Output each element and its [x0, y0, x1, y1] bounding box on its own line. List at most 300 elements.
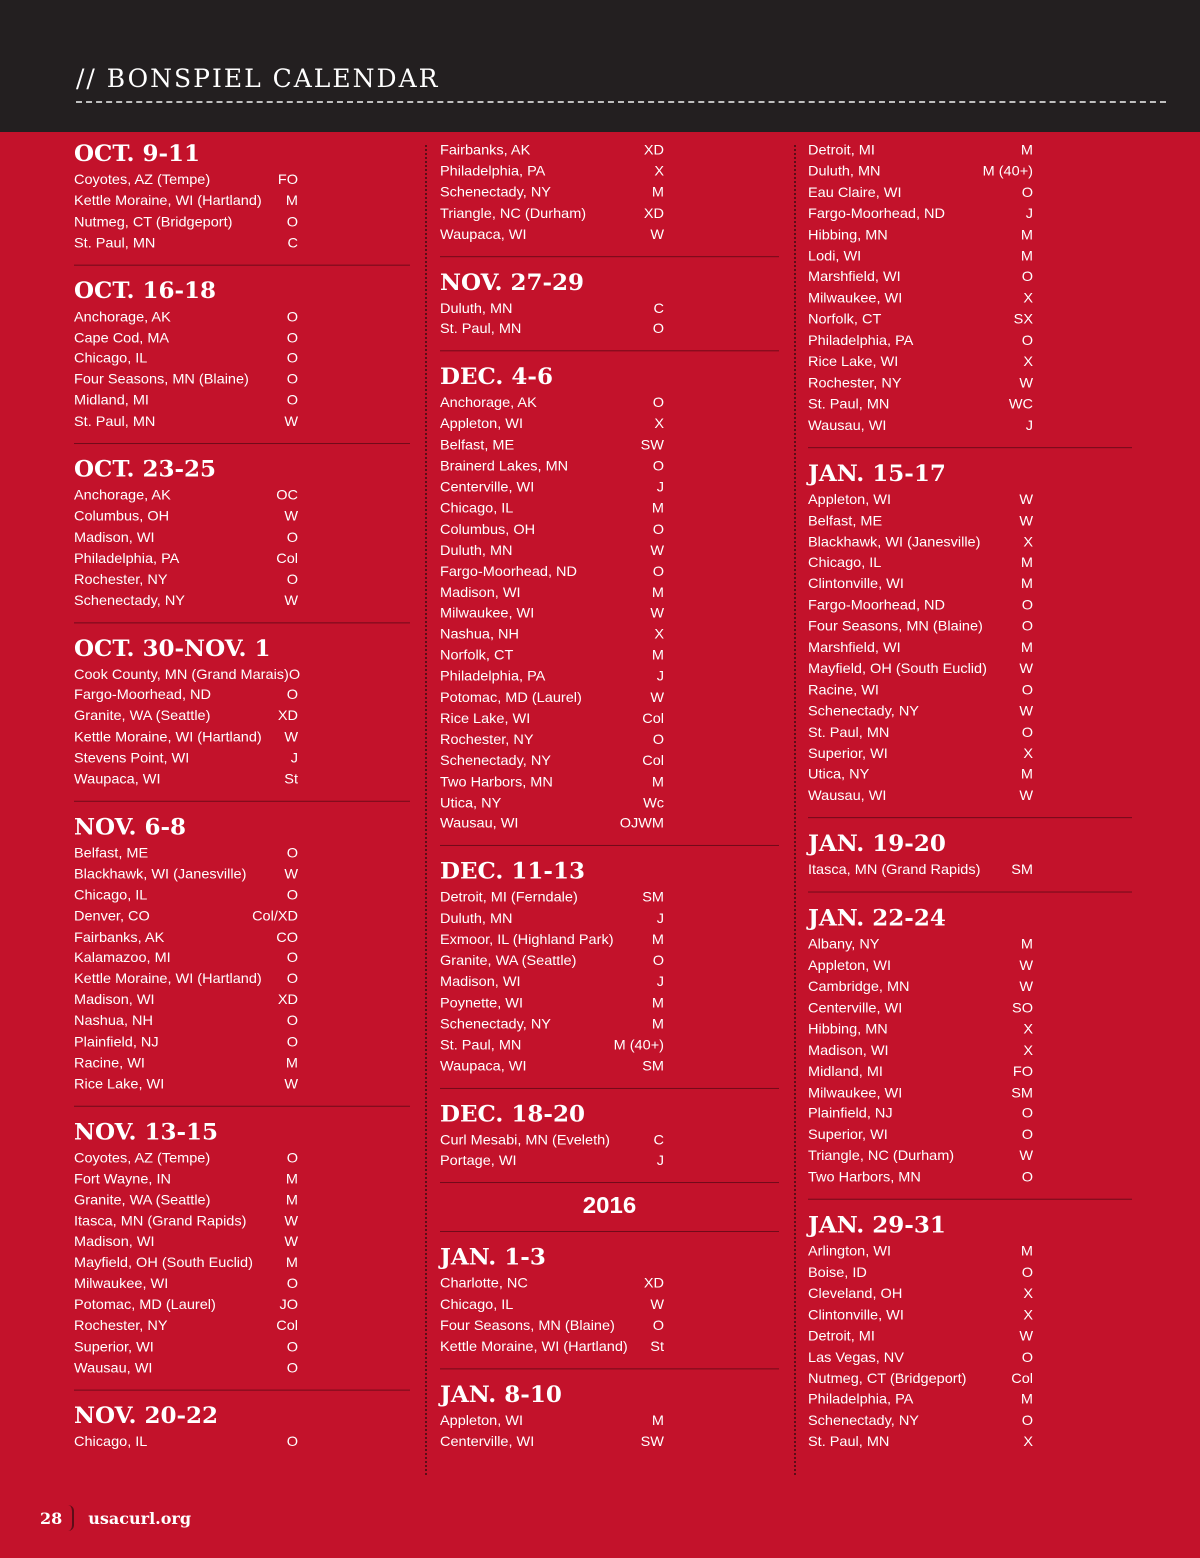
event-row: [808, 1263, 1132, 1284]
event-location: Detroit, MI: [808, 142, 875, 159]
date-section: [808, 140, 1132, 448]
event-code: J: [656, 1153, 664, 1170]
event-row: [440, 667, 779, 688]
event-row: [74, 907, 410, 928]
event-row: [74, 1338, 410, 1359]
event-code: M: [651, 1016, 664, 1033]
section-date: NOV. 6-8: [74, 814, 187, 841]
event-row: [808, 1412, 1132, 1433]
event-location: Columbus, OH: [74, 509, 170, 525]
event-code: O: [1021, 682, 1033, 699]
event-location: Lodi, WI: [808, 248, 862, 265]
event-code: X: [1023, 1286, 1033, 1302]
event-location: Two Harbors, MN: [440, 774, 553, 790]
event-location: Coyotes, AZ (Tempe): [74, 172, 211, 188]
event-row: [440, 1296, 779, 1317]
event-row: [440, 141, 779, 162]
event-code: O: [1021, 619, 1033, 635]
event-code: XD: [643, 205, 664, 222]
event-row: [808, 512, 1132, 533]
event-code: O: [286, 1339, 298, 1356]
event-row: [808, 1390, 1132, 1411]
event-location: Utica, NY: [440, 795, 502, 811]
event-location: Exmoor, IL (Highland Park): [440, 932, 614, 948]
event-location: Columbus, OH: [440, 522, 536, 538]
event-code: O: [652, 564, 664, 580]
page-footer: [40, 1504, 191, 1532]
date-section: [440, 1100, 779, 1183]
event-code: XD: [277, 992, 298, 1009]
event-row: [440, 625, 779, 646]
event-code: Col: [276, 1318, 298, 1335]
event-code: SX: [1013, 312, 1033, 328]
event-row: [440, 499, 779, 520]
event-row: [74, 171, 410, 192]
event-code: W: [650, 1297, 664, 1313]
event-code: M: [1020, 227, 1033, 243]
event-code: W: [650, 606, 664, 622]
event-row: [74, 1254, 410, 1275]
event-row: [74, 1433, 410, 1454]
event-row: [74, 1033, 410, 1054]
event-location: Itasca, MN (Grand Rapids): [74, 1213, 247, 1230]
event-location: Midland, MI: [74, 393, 149, 409]
event-code: J: [1025, 206, 1033, 222]
event-row: [74, 1191, 410, 1212]
event-row: [74, 665, 410, 686]
event-code: O: [652, 732, 664, 748]
event-code: O: [286, 530, 298, 546]
event-code: W: [1019, 513, 1033, 529]
calendar-column-1: [74, 140, 410, 1475]
event-location: Itasca, MN (Grand Rapids): [808, 862, 981, 879]
event-code: M: [285, 193, 298, 209]
event-code: O: [1021, 185, 1033, 201]
date-section: [808, 459, 1132, 818]
event-code: O: [286, 372, 298, 388]
event-code: W: [1019, 1148, 1033, 1165]
event-row: [808, 1062, 1132, 1083]
event-code: SM: [642, 890, 664, 906]
event-row: [440, 604, 779, 625]
event-code: O: [652, 953, 664, 969]
event-code: M: [1020, 555, 1033, 572]
event-code: J: [1025, 417, 1033, 434]
event-row: [440, 646, 779, 667]
event-code: M: [1020, 576, 1033, 593]
section-date: OCT. 23-25: [74, 456, 217, 483]
event-row: [74, 1170, 410, 1191]
date-section: [74, 1402, 410, 1463]
event-location: Fargo-Moorhead, ND: [74, 688, 211, 704]
event-row: [74, 528, 410, 549]
event-location: Albany, NY: [808, 937, 880, 953]
event-row: [74, 728, 410, 749]
event-code: W: [1019, 979, 1033, 995]
event-row: [440, 394, 779, 415]
event-row: [808, 1242, 1132, 1263]
event-row: [440, 889, 779, 910]
section-date: DEC. 18-20: [440, 1100, 585, 1127]
event-row: [440, 562, 779, 583]
section-date: OCT. 16-18: [74, 277, 217, 304]
event-row: [440, 1433, 779, 1454]
event-location: Las Vegas, NV: [808, 1349, 904, 1366]
event-row: [808, 956, 1132, 977]
event-location: Appleton, WI: [440, 416, 524, 433]
event-location: Charlotte, NC: [440, 1276, 528, 1292]
event-location: Kalamazoo, MI: [74, 950, 171, 967]
event-code: M: [1020, 937, 1033, 953]
event-location: Philadelphia, PA: [440, 669, 546, 685]
event-code: Col: [642, 711, 664, 727]
event-location: Hibbing, MN: [808, 1021, 888, 1038]
event-location: Fairbanks, AK: [74, 929, 165, 946]
date-section: [440, 363, 779, 846]
event-code: W: [650, 227, 664, 243]
event-code: X: [1023, 1307, 1033, 1324]
section-date: JAN. 19-20: [808, 830, 946, 858]
event-code: C: [653, 300, 664, 317]
event-location: Four Seasons, MN (Blaine): [74, 372, 249, 388]
event-location: Cape Cod, MA: [74, 330, 170, 346]
event-location: Appleton, WI: [440, 1413, 524, 1429]
event-location: Milwaukee, WI: [440, 606, 535, 622]
event-row: [808, 1147, 1132, 1168]
event-row: [440, 773, 779, 794]
event-row: [74, 570, 410, 591]
event-row: [74, 1012, 410, 1033]
event-row: [808, 353, 1132, 374]
event-code: W: [284, 730, 298, 746]
event-code: X: [654, 627, 664, 643]
event-row: [808, 204, 1132, 225]
event-code: FO: [277, 172, 298, 188]
event-row: [74, 213, 410, 234]
event-code: M: [1020, 142, 1033, 159]
event-location: Belfast, ME: [440, 437, 515, 454]
event-location: Triangle, NC (Durham): [808, 1148, 955, 1165]
event-code: O: [1021, 269, 1033, 286]
event-code: O: [652, 522, 664, 538]
event-location: Duluth, MN: [808, 164, 881, 180]
event-code: W: [1019, 788, 1033, 804]
event-location: Rice Lake, WI: [808, 354, 899, 370]
event-row: [808, 533, 1132, 554]
event-row: [808, 723, 1132, 744]
event-code: O: [652, 321, 664, 338]
event-location: Cook County, MN (Grand Marais): [74, 666, 289, 683]
event-location: Fort Wayne, IN: [74, 1171, 171, 1188]
page-title: // BONSPIEL CALENDAR: [76, 64, 440, 93]
event-row: [440, 457, 779, 478]
date-section: [74, 634, 410, 801]
date-section: [440, 1244, 779, 1369]
event-row: [440, 815, 779, 836]
event-row: [808, 1104, 1132, 1125]
event-row: [440, 225, 779, 246]
event-code: C: [287, 235, 298, 251]
date-section: [808, 830, 1132, 893]
event-location: St. Paul, MN: [74, 414, 156, 430]
event-location: Marshfield, WI: [808, 269, 901, 286]
event-location: Wausau, WI: [808, 788, 887, 804]
event-row: [74, 392, 410, 413]
event-code: J: [656, 974, 664, 990]
event-row: [808, 575, 1132, 596]
event-location: Schenectady, NY: [440, 753, 551, 769]
event-row: [440, 162, 779, 183]
event-location: Mayfield, OH (South Euclid): [74, 1255, 253, 1272]
section-date: JAN. 22-24: [808, 905, 946, 932]
event-code: Col: [642, 753, 664, 769]
event-row: [74, 549, 410, 570]
event-code: M: [285, 1192, 298, 1209]
event-row: [74, 686, 410, 707]
event-location: Denver, CO: [74, 908, 150, 925]
event-code: O: [286, 950, 298, 967]
event-code: XD: [277, 709, 298, 725]
event-row: [440, 1317, 779, 1338]
event-row: [74, 1233, 410, 1254]
event-row: [808, 617, 1132, 638]
event-location: Portage, WI: [440, 1153, 517, 1170]
event-location: Chicago, IL: [74, 887, 148, 904]
event-location: Schenectady, NY: [808, 1413, 919, 1429]
event-row: [808, 596, 1132, 617]
event-location: Philadelphia, PA: [808, 1392, 914, 1408]
event-location: Nutmeg, CT (Bridgeport): [74, 214, 233, 230]
event-location: Centerville, WI: [440, 479, 535, 496]
event-location: Norfolk, CT: [808, 312, 882, 328]
event-row: [808, 226, 1132, 247]
event-location: Rochester, NY: [440, 732, 534, 748]
event-code: O: [1021, 1413, 1033, 1429]
event-location: Philadelphia, PA: [440, 163, 546, 180]
event-code: M: [651, 1413, 664, 1429]
event-row: [808, 660, 1132, 681]
event-location: Fairbanks, AK: [440, 142, 531, 159]
event-code: W: [1019, 375, 1033, 392]
event-row: [440, 1131, 779, 1152]
event-row: [74, 192, 410, 213]
event-row: [808, 374, 1132, 395]
event-location: Coyotes, AZ (Tempe): [74, 1150, 211, 1167]
event-location: Cleveland, OH: [808, 1286, 903, 1302]
event-code: W: [1019, 703, 1033, 720]
event-code: WC: [1008, 396, 1033, 413]
event-location: Chicago, IL: [74, 351, 148, 367]
event-code: FO: [1012, 1064, 1033, 1080]
event-location: Norfolk, CT: [440, 648, 514, 664]
event-row: [440, 1036, 779, 1057]
event-code: W: [284, 509, 298, 525]
event-row: [74, 1075, 410, 1096]
event-code: X: [1023, 354, 1033, 370]
calendar-column-3: [808, 140, 1132, 1475]
event-code: W: [1019, 958, 1033, 974]
event-location: Detroit, MI: [808, 1328, 875, 1345]
section-date: DEC. 4-6: [440, 364, 553, 391]
event-location: Kettle Moraine, WI (Hartland): [74, 193, 262, 209]
event-row: [74, 991, 410, 1012]
event-code: O: [1021, 1169, 1033, 1186]
event-location: Superior, WI: [808, 1127, 888, 1144]
event-location: Philadelphia, PA: [74, 551, 180, 567]
event-row: [74, 1275, 410, 1296]
event-code: X: [1023, 1021, 1033, 1038]
event-row: [808, 1433, 1132, 1454]
event-location: Racine, WI: [74, 1055, 145, 1072]
event-location: Four Seasons, MN (Blaine): [440, 1318, 615, 1334]
event-location: Blackhawk, WI (Janesville): [74, 866, 247, 883]
event-location: Poynette, WI: [440, 995, 524, 1012]
event-row: [808, 490, 1132, 511]
event-code: M: [651, 774, 664, 790]
event-location: Plainfield, NJ: [74, 1034, 159, 1051]
event-code: O: [1021, 725, 1033, 741]
event-location: Fargo-Moorhead, ND: [440, 564, 577, 580]
event-location: Nutmeg, CT (Bridgeport): [808, 1371, 967, 1387]
event-location: Duluth, MN: [440, 543, 513, 559]
event-location: Madison, WI: [74, 530, 155, 546]
event-location: Madison, WI: [74, 1234, 155, 1251]
event-row: [74, 507, 410, 528]
event-location: Philadelphia, PA: [808, 333, 914, 349]
event-row: [440, 731, 779, 752]
event-location: Superior, WI: [74, 1339, 154, 1356]
event-code: M: [651, 932, 664, 948]
event-code: O: [288, 666, 301, 683]
date-section: [74, 1118, 410, 1390]
event-code: Col/XD: [252, 908, 298, 925]
event-location: Kettle Moraine, WI (Hartland): [74, 730, 262, 746]
event-row: [440, 910, 779, 931]
event-row: [440, 1152, 779, 1173]
event-code: O: [286, 214, 298, 230]
event-code: O: [1021, 333, 1033, 349]
event-code: W: [1019, 1328, 1033, 1345]
event-code: O: [286, 845, 298, 862]
event-location: Brainerd Lakes, MN: [440, 458, 569, 475]
site-url: usacurl.org: [88, 1508, 192, 1528]
event-row: [440, 583, 779, 604]
event-row: [440, 299, 779, 320]
event-location: Granite, WA (Seattle): [440, 953, 577, 969]
section-date: DEC. 11-13: [440, 858, 585, 885]
date-section: [74, 456, 410, 623]
event-code: O: [652, 1318, 664, 1334]
event-code: O: [286, 351, 298, 367]
event-row: [808, 978, 1132, 999]
event-code: M: [285, 1255, 298, 1272]
event-row: [808, 247, 1132, 268]
event-location: Waupaca, WI: [440, 227, 527, 243]
event-row: [74, 1149, 410, 1170]
event-code: J: [656, 669, 664, 685]
event-location: Hibbing, MN: [808, 227, 888, 243]
event-location: St. Paul, MN: [808, 396, 890, 413]
event-row: [808, 310, 1132, 331]
event-location: Nashua, NH: [74, 1013, 153, 1030]
event-code: CO: [276, 929, 298, 946]
event-location: Rice Lake, WI: [74, 1076, 165, 1093]
event-row: [440, 478, 779, 499]
event-code: Wc: [643, 795, 664, 811]
event-row: [440, 1057, 779, 1078]
event-location: Schenectady, NY: [74, 593, 185, 609]
event-code: JO: [279, 1297, 298, 1314]
date-section: [74, 813, 410, 1106]
event-row: [440, 931, 779, 952]
section-date: OCT. 30-NOV. 1: [74, 635, 271, 662]
event-code: O: [286, 572, 298, 588]
section-date: JAN. 8-10: [440, 1381, 562, 1408]
section-date: JAN. 1-3: [440, 1244, 546, 1271]
event-row: [808, 681, 1132, 702]
event-location: Curl Mesabi, MN (Eveleth): [440, 1132, 611, 1149]
date-section: [74, 277, 410, 444]
event-row: [74, 928, 410, 949]
event-code: W: [284, 866, 298, 883]
event-location: Centerville, WI: [440, 1434, 535, 1450]
event-location: Milwaukee, WI: [808, 1085, 903, 1101]
event-location: Appleton, WI: [808, 958, 892, 974]
event-row: [808, 999, 1132, 1020]
event-code: W: [284, 1234, 298, 1251]
event-row: [808, 183, 1132, 204]
event-location: St. Paul, MN: [440, 321, 522, 338]
event-location: Anchorage, AK: [74, 309, 171, 325]
date-section: [440, 1381, 779, 1463]
event-location: Midland, MI: [808, 1064, 883, 1080]
event-location: St. Paul, MN: [808, 1434, 890, 1451]
event-location: Utica, NY: [808, 767, 870, 783]
event-row: [808, 638, 1132, 659]
event-code: XD: [643, 1276, 664, 1292]
event-code: O: [286, 887, 298, 904]
event-location: Milwaukee, WI: [74, 1276, 169, 1293]
event-code: X: [1023, 1042, 1033, 1059]
event-row: [440, 1338, 779, 1359]
event-code: M: [651, 585, 664, 601]
event-code: O: [286, 1013, 298, 1030]
event-location: Rochester, NY: [808, 375, 902, 392]
event-code: O: [1021, 1349, 1033, 1366]
event-row: [808, 331, 1132, 352]
event-code: W: [284, 414, 298, 430]
event-location: Madison, WI: [440, 974, 521, 990]
section-date: OCT. 9-11: [74, 140, 201, 167]
event-location: Marshfield, WI: [808, 640, 901, 656]
event-location: Arlington, WI: [808, 1244, 891, 1260]
event-row: [808, 744, 1132, 765]
event-location: Wausau, WI: [74, 1360, 153, 1377]
event-code: M: [651, 648, 664, 664]
event-location: Wausau, WI: [440, 816, 519, 832]
event-code: O: [286, 688, 298, 704]
page-header: [0, 0, 1200, 132]
event-location: Granite, WA (Seattle): [74, 1192, 211, 1209]
event-code: SM: [1011, 1085, 1033, 1101]
event-location: Clintonville, WI: [808, 1307, 904, 1324]
event-code: O: [286, 1150, 298, 1167]
date-section: [440, 140, 779, 257]
event-location: Stevens Point, WI: [74, 751, 190, 767]
event-row: [808, 1020, 1132, 1041]
event-row: [440, 183, 779, 204]
event-row: [808, 861, 1132, 882]
